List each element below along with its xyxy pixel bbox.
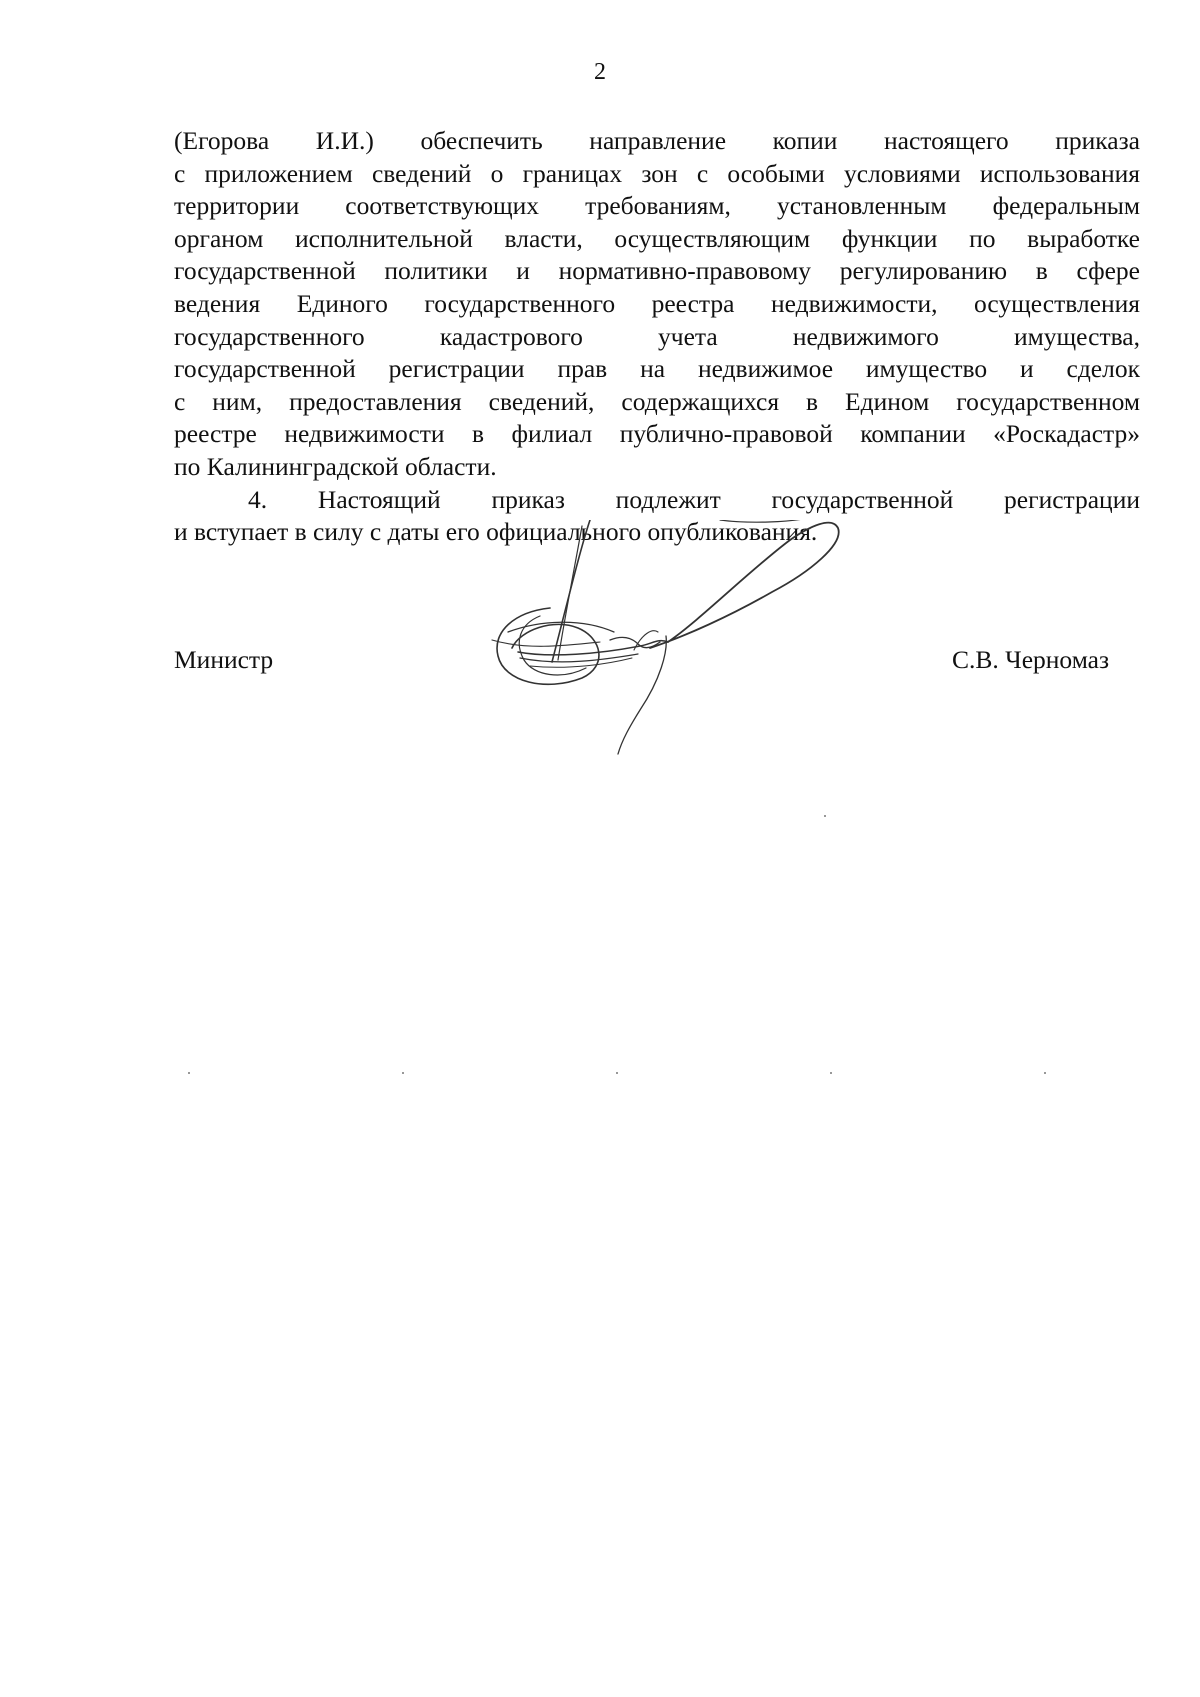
scan-speck xyxy=(830,1072,832,1074)
signer-name: С.В. Черномаз xyxy=(952,645,1110,674)
scan-speck xyxy=(188,1072,190,1074)
body-line: и вступает в силу с даты его официального опубликования. xyxy=(174,517,818,547)
body-line: государственной регистрации прав на недвижимое имущество и сделок xyxy=(174,354,1140,384)
scan-speck xyxy=(1044,1072,1046,1074)
body-line: с ним, предоставления сведений, содержащихся в Едином государственном xyxy=(174,386,1140,416)
body-line: государственного кадастрового учета недвижимого имущества, xyxy=(174,321,1140,351)
body-line: территории соответствующих требованиям, установленным федеральным xyxy=(174,191,1140,221)
body-line: с приложением сведений о границах зон с особыми условиями использования xyxy=(174,158,1140,188)
scan-speck xyxy=(824,815,826,817)
position-title: Министр xyxy=(174,645,274,674)
body-line: органом исполнительной власти, осуществляющим функции по выработке xyxy=(174,223,1140,253)
document-body xyxy=(174,125,1140,549)
body-line: ведения Единого государственного реестра недвижимости, осуществления xyxy=(174,288,1140,318)
page-number: 2 xyxy=(594,59,606,85)
body-line: государственной политики и нормативно-правовому регулированию в сфере xyxy=(174,256,1140,286)
body-line: реестре недвижимости в филиал публично-правовой компании «Роскадастр» xyxy=(174,419,1140,449)
scan-speck xyxy=(402,1072,404,1074)
handwritten-signature xyxy=(490,520,930,760)
scan-speck xyxy=(616,1072,618,1074)
body-line: (Егорова И.И.) обеспечить направление копии настоящего приказа xyxy=(174,126,1140,155)
body-line: по Калининградской области. xyxy=(174,451,497,481)
body-line: 4. Настоящий приказ подлежит государственной регистрации xyxy=(248,484,1140,514)
